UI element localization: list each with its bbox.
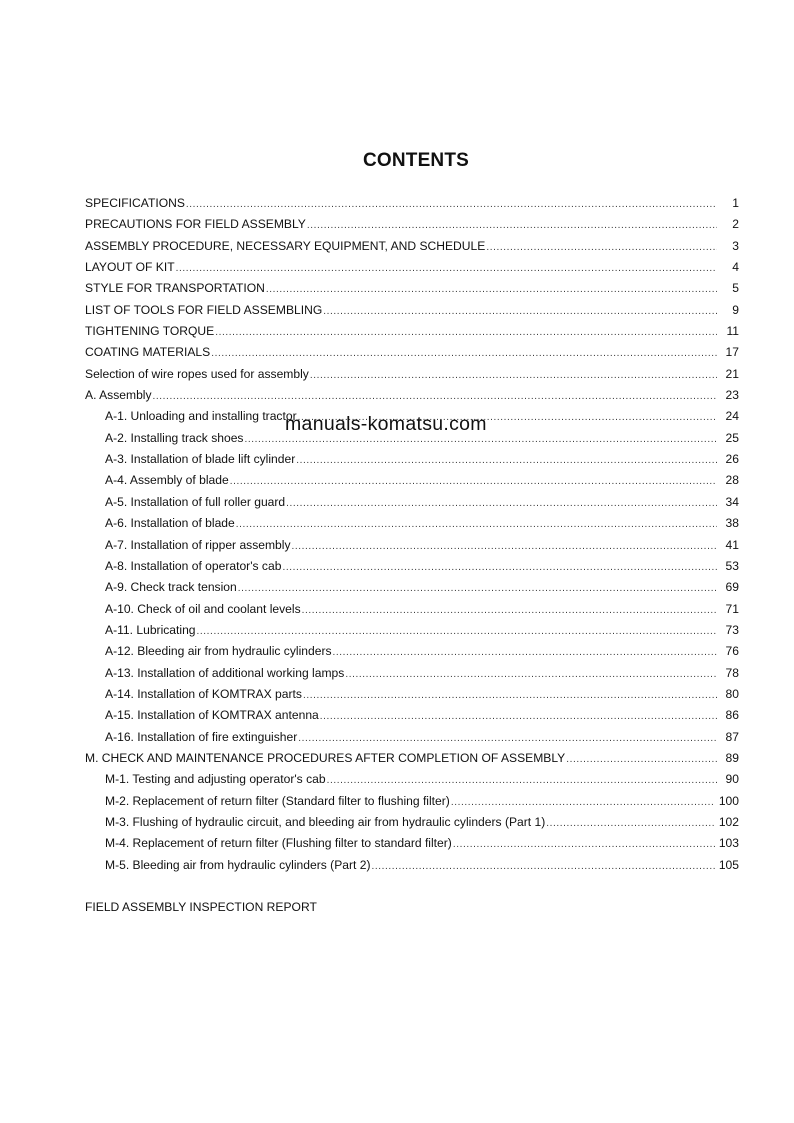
toc-label: A-4. Assembly of blade — [105, 473, 229, 488]
dot-leader — [307, 215, 717, 236]
toc-entry[interactable] — [85, 236, 739, 257]
toc-label: A-10. Check of oil and coolant levels — [105, 601, 301, 616]
toc-label: A-1. Unloading and installing tractor — [105, 409, 297, 424]
footer-entry[interactable]: FIELD ASSEMBLY INSPECTION REPORT — [85, 900, 317, 914]
toc-page-number: 11 — [726, 324, 739, 339]
toc-entry[interactable] — [85, 364, 739, 385]
toc-label: M. CHECK AND MAINTENANCE PROCEDURES AFTER COMPLETION OF ASSEMBLY — [85, 750, 566, 765]
toc-entry[interactable] — [85, 193, 739, 214]
toc-label: A-12. Bleeding air from hydraulic cylinders — [105, 644, 332, 659]
dot-leader — [333, 642, 717, 663]
toc-page-number: 69 — [725, 580, 739, 595]
toc-page-number: 73 — [725, 622, 739, 637]
toc-page-number: 76 — [725, 644, 739, 659]
toc-entry[interactable] — [85, 812, 739, 833]
toc-entry[interactable] — [85, 278, 739, 299]
toc-label: Selection of wire ropes used for assembly — [85, 366, 309, 381]
toc-page-number: 26 — [725, 452, 739, 467]
toc-entry[interactable] — [85, 470, 739, 491]
page-title: CONTENTS — [362, 150, 470, 171]
toc-label: TIGHTENING TORQUE — [85, 324, 215, 339]
toc-label: A-9. Check track tension — [105, 580, 237, 595]
toc-label: PRECAUTIONS FOR FIELD ASSEMBLY — [85, 217, 306, 232]
dot-leader — [566, 749, 717, 770]
toc-entry[interactable] — [85, 385, 739, 406]
toc-label: A-6. Installation of blade — [105, 516, 235, 531]
dot-leader — [327, 770, 717, 791]
toc-entry[interactable] — [85, 791, 739, 812]
dot-leader — [451, 792, 715, 813]
toc-entry[interactable] — [85, 342, 739, 363]
toc-page-number: 90 — [725, 772, 739, 787]
toc-entry[interactable] — [85, 214, 739, 235]
toc-page-number: 103 — [718, 836, 739, 851]
toc-page-number: 102 — [718, 814, 739, 829]
toc-label: A-11. Lubricating — [105, 622, 196, 637]
dot-leader — [298, 728, 717, 749]
toc-entry[interactable] — [85, 684, 739, 705]
toc-entry[interactable] — [85, 321, 739, 342]
dot-leader — [238, 578, 717, 599]
toc-page-number: 5 — [732, 281, 739, 296]
toc-label: M-2. Replacement of return filter (Standard filter to flushing filter) — [105, 793, 450, 808]
toc-page-number: 3 — [732, 238, 739, 253]
dot-leader — [266, 279, 717, 300]
toc-entry[interactable] — [85, 577, 739, 598]
dot-leader — [292, 536, 717, 557]
toc-page-number: 4 — [732, 260, 739, 275]
toc-entry[interactable] — [85, 705, 739, 726]
toc-entry[interactable] — [85, 833, 739, 854]
dot-leader — [345, 664, 717, 685]
dot-leader — [310, 365, 717, 386]
dot-leader — [230, 471, 717, 492]
toc-page-number: 24 — [725, 409, 739, 424]
toc-entry[interactable] — [85, 663, 739, 684]
toc-label: A-13. Installation of additional working lamps — [105, 665, 345, 680]
toc-entry[interactable] — [85, 641, 739, 662]
dot-leader — [546, 813, 715, 834]
toc-label: A-7. Installation of ripper assembly — [105, 537, 291, 552]
toc-label: LIST OF TOOLS FOR FIELD ASSEMBLING — [85, 302, 323, 317]
toc-label: SPECIFICATIONS — [85, 196, 185, 210]
dot-leader — [296, 450, 717, 471]
toc-label: A-14. Installation of KOMTRAX parts — [105, 686, 302, 701]
toc-page-number: 21 — [725, 366, 739, 381]
toc-page-number: 105 — [718, 857, 739, 872]
toc-entry[interactable] — [85, 620, 739, 641]
table-of-contents — [85, 193, 739, 876]
toc-label: M-4. Replacement of return filter (Flushing filter to standard filter) — [105, 836, 452, 851]
toc-entry[interactable] — [85, 769, 739, 790]
dot-leader — [215, 322, 717, 343]
dot-leader — [453, 834, 715, 855]
dot-leader — [211, 343, 717, 364]
toc-page-number: 41 — [725, 537, 739, 552]
toc-label: STYLE FOR TRANSPORTATION — [85, 281, 265, 296]
toc-page-number: 28 — [725, 473, 739, 488]
toc-page-number: 100 — [718, 793, 739, 808]
toc-page-number: 1 — [732, 196, 739, 210]
dot-leader — [302, 600, 717, 621]
dot-leader — [371, 856, 714, 877]
toc-entry[interactable] — [85, 748, 739, 769]
dot-leader — [286, 493, 717, 514]
toc-page-number: 38 — [725, 516, 739, 531]
toc-label: A-8. Installation of operator's cab — [105, 558, 282, 573]
toc-label: A-15. Installation of KOMTRAX antenna — [105, 708, 319, 723]
watermark-text: manuals-komatsu.com — [285, 413, 487, 435]
dot-leader — [236, 514, 717, 535]
toc-label: M-3. Flushing of hydraulic circuit, and bleeding air from hydraulic cylinders (Part 1) — [105, 814, 546, 829]
toc-label: LAYOUT OF KIT — [85, 260, 175, 275]
dot-leader — [186, 194, 717, 215]
toc-page-number: 9 — [732, 302, 739, 317]
dot-leader — [197, 621, 717, 642]
toc-label: A-2. Installing track shoes — [105, 430, 244, 445]
toc-label: A-16. Installation of fire extinguisher — [105, 729, 298, 744]
toc-page-number: 17 — [725, 345, 739, 360]
toc-page-number: 2 — [732, 217, 739, 232]
toc-page-number: 34 — [725, 494, 739, 509]
dot-leader — [320, 706, 717, 727]
toc-page-number: 87 — [725, 729, 739, 744]
toc-page-number: 86 — [725, 708, 739, 723]
dot-leader — [176, 258, 717, 279]
toc-entry[interactable] — [85, 449, 739, 470]
toc-entry[interactable] — [85, 492, 739, 513]
toc-label: ASSEMBLY PROCEDURE, NECESSARY EQUIPMENT, AND SCHEDULE — [85, 238, 486, 253]
toc-page-number: 25 — [725, 430, 739, 445]
toc-entry[interactable] — [85, 556, 739, 577]
toc-page-number: 71 — [725, 601, 739, 616]
toc-page-number: 78 — [725, 665, 739, 680]
dot-leader — [323, 301, 717, 322]
toc-label: COATING MATERIALS — [85, 345, 211, 360]
dot-leader — [303, 685, 717, 706]
toc-label: M-1. Testing and adjusting operator's cab — [105, 772, 326, 787]
toc-entry[interactable] — [85, 300, 739, 321]
dot-leader — [153, 386, 717, 407]
dot-leader — [486, 237, 717, 258]
toc-label: A-5. Installation of full roller guard — [105, 494, 286, 509]
toc-entry[interactable] — [85, 513, 739, 534]
toc-label: M-5. Bleeding air from hydraulic cylinders (Part 2) — [105, 857, 371, 872]
toc-entry[interactable] — [85, 257, 739, 278]
toc-entry[interactable] — [85, 535, 739, 556]
toc-page-number: 53 — [725, 558, 739, 573]
dot-leader — [282, 557, 717, 578]
toc-label: A-3. Installation of blade lift cylinder — [105, 452, 296, 467]
toc-page-number: 89 — [725, 750, 739, 765]
toc-page-number: 80 — [725, 686, 739, 701]
toc-label: A. Assembly — [85, 388, 152, 403]
toc-entry[interactable] — [85, 599, 739, 620]
toc-entry[interactable] — [85, 855, 739, 876]
toc-page-number: 23 — [725, 388, 739, 403]
toc-entry[interactable] — [85, 727, 739, 748]
